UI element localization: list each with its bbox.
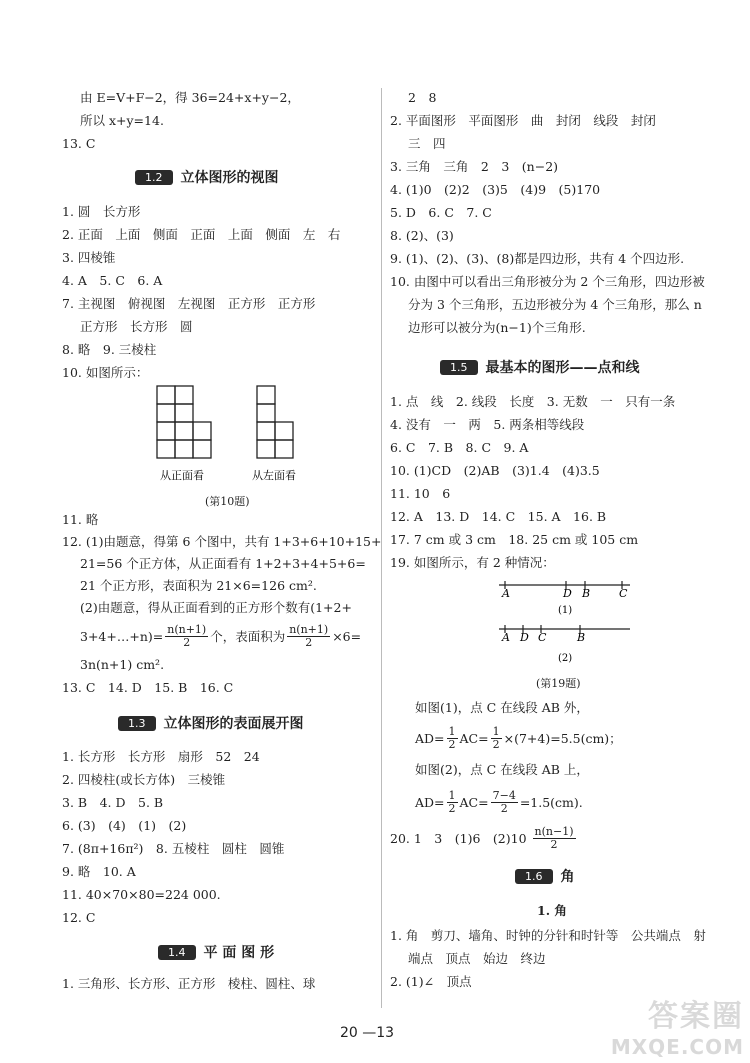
fraction-denominator: 2 <box>305 636 313 649</box>
fraction-numerator: n(n+1) <box>167 623 207 636</box>
fraction <box>165 624 208 649</box>
text-line: 19. 如图所示，有 2 种情况： <box>390 555 555 570</box>
fraction-denominator: 2 <box>448 738 456 751</box>
formula-prefix: 3+4+…+n)= <box>80 628 164 644</box>
text-line: 6. C 7. B 8. C 9. A <box>390 440 529 455</box>
section-header-1-6 <box>515 866 575 886</box>
point-label: C <box>538 631 547 644</box>
text-line: 11. 略 <box>62 512 99 527</box>
formula-text: ×(7+4)=5.5(cm)； <box>503 730 622 746</box>
fraction-denominator: 2 <box>448 802 456 815</box>
section-title: 立体图形的视图 <box>180 170 279 186</box>
text-line: 6. (3) (4) (1) (2) <box>62 818 187 833</box>
point-label: B <box>582 587 591 600</box>
text-line: 5. D 6. C 7. C <box>390 205 492 220</box>
text-line: 13. C <box>62 136 96 151</box>
section-header-1-2 <box>135 167 279 187</box>
text-line: 4. A 5. C 6. A <box>62 273 163 288</box>
formula-text: AD= <box>415 730 445 746</box>
text-line: 2. (1)∠ 顶点 <box>390 974 472 989</box>
formula-text: 20. 1 3 (1)6 (2)10 <box>390 830 527 846</box>
section-title: 平 面 图 形 <box>203 945 275 961</box>
text-line: (2)由题意，得从正面看到的正方形个数有(1+2+ <box>80 600 352 615</box>
point-label: A <box>502 631 510 644</box>
text-line: 10. 由图中可以看出三角形被分为 2 个三角形，四边形被 <box>390 274 705 289</box>
fraction-denominator: 2 <box>500 802 508 815</box>
figure-caption: (第19题) <box>536 677 581 690</box>
text-line: 7. 主视图 俯视图 左视图 正方形 正方形 <box>62 296 316 311</box>
section-title: 角 <box>560 869 575 885</box>
page-number: 20 —13 <box>340 1025 395 1041</box>
subsection-title: 1. 角 <box>537 903 567 918</box>
section-header-1-4 <box>158 942 274 962</box>
formula-line <box>415 790 583 815</box>
fraction-numerator: n(n+1) <box>289 623 329 636</box>
text-line: 3. B 4. D 5. B <box>62 795 164 810</box>
text-line: 10. 如图所示： <box>62 365 149 380</box>
formula-text: AD= <box>415 794 445 810</box>
section-badge: 1.5 <box>440 360 478 375</box>
text-line: 4. (1)0 (2)2 (3)5 (4)9 (5)170 <box>390 182 601 197</box>
fraction <box>491 790 518 815</box>
sub-caption: (2) <box>558 653 573 664</box>
point-label: B <box>577 631 586 644</box>
text-line: 1. 三角形、长方形、正方形 棱柱、圆柱、球 <box>62 976 316 991</box>
fraction <box>533 826 576 851</box>
text-line: 12. C <box>62 910 96 925</box>
section-header-1-5 <box>440 357 640 377</box>
fraction-denominator: 2 <box>550 838 558 851</box>
figure-19-segments <box>495 575 635 670</box>
fraction-numerator: 7−4 <box>492 789 516 802</box>
watermark-logo <box>611 991 744 1059</box>
point-label: D <box>520 631 529 644</box>
section-title: 最基本的图形——点和线 <box>485 360 640 376</box>
figure-10-views <box>150 383 310 485</box>
text-line: 4. 没有 一 两 5. 两条相等线段 <box>390 417 585 432</box>
text-line: 端点 顶点 始边 终边 <box>408 951 546 966</box>
fraction <box>491 726 502 751</box>
section-badge: 1.6 <box>515 869 553 884</box>
text-line: 分为 3 个三角形，五边形被分为 4 个三角形，那么 n <box>408 297 702 312</box>
section-title: 立体图形的表面展开图 <box>163 716 304 732</box>
text-line: 9. 略 10. A <box>62 864 136 879</box>
text-line: 12. A 13. D 14. C 15. A 16. B <box>390 509 607 524</box>
formula-text: =1.5(cm). <box>519 794 583 810</box>
text-line: 8. 略 9. 三棱柱 <box>62 342 157 357</box>
text-line: 17. 7 cm 或 3 cm 18. 25 cm 或 105 cm <box>390 532 639 547</box>
figure-caption: (第10题) <box>205 495 250 508</box>
left-view-label: 从左面看 <box>252 469 296 482</box>
text-line: 1. 点 线 2. 线段 长度 3. 无数 一 只有一条 <box>390 394 676 409</box>
fraction <box>447 726 458 751</box>
section-header-1-3 <box>118 713 304 733</box>
section-badge: 1.3 <box>118 716 156 731</box>
text-line: 1. 角 剪刀、墙角、时钟的分针和时针等 公共端点 射 <box>390 928 706 943</box>
section-badge: 1.2 <box>135 170 173 185</box>
text-line: 如图(2)，点 C 在线段 AB 上， <box>415 762 589 777</box>
watermark-url: MXQE.COM <box>610 1035 744 1059</box>
text-line: 1. 圆 长方形 <box>62 204 141 219</box>
text-line: 21=56 个正方体，从正面看有 1+2+3+4+5+6= <box>80 556 366 571</box>
formula-text: AC= <box>459 730 489 746</box>
text-line: 三 四 <box>408 136 446 151</box>
fraction <box>287 624 330 649</box>
text-line: 11. 40×70×80=224 000. <box>62 887 221 902</box>
point-label: C <box>619 587 628 600</box>
text-line: 12. (1)由题意，得第 6 个图中，共有 1+3+6+10+15+ <box>62 534 382 549</box>
point-label: D <box>563 587 572 600</box>
text-line: 由 E=V+F−2，得 36=24+x+y−2， <box>80 90 300 105</box>
left-view-grid <box>257 386 293 458</box>
text-line: 11. 10 6 <box>390 486 451 501</box>
fraction-numerator: n(n−1) <box>534 825 574 838</box>
text-line: 21 个正方形，表面积为 21×6=126 cm². <box>80 578 317 593</box>
formula-text: 个，表面积为 <box>210 628 286 644</box>
watermark-text: 答案圈 <box>648 999 744 1034</box>
formula-line <box>80 624 361 649</box>
text-line: 2. 平面图形 平面图形 曲 封闭 线段 封闭 <box>390 113 656 128</box>
text-line: 2. 正面 上面 侧面 正面 上面 侧面 左 右 <box>62 227 341 242</box>
section-badge: 1.4 <box>158 945 196 960</box>
front-view-label: 从正面看 <box>160 469 204 482</box>
fraction-denominator: 2 <box>492 738 500 751</box>
text-line: 3. 四棱锥 <box>62 250 116 265</box>
text-line: 13. C 14. D 15. B 16. C <box>62 680 234 695</box>
front-view-grid <box>157 386 211 458</box>
text-line: 2 8 <box>408 90 437 105</box>
text-line: 3n(n+1) cm². <box>80 657 165 672</box>
fraction-denominator: 2 <box>183 636 191 649</box>
text-line: 边形可以被分为(n−1)个三角形. <box>408 320 586 335</box>
text-line: 3. 三角 三角 2 3 (n−2) <box>390 159 559 174</box>
text-line: 9. (1)、(2)、(3)、(8)都是四边形，共有 4 个四边形. <box>390 251 685 266</box>
text-line: 7. (8π+16π²) 8. 五棱柱 圆柱 圆锥 <box>62 841 285 856</box>
formula-line <box>390 826 576 851</box>
text-line: 所以 x+y=14. <box>80 113 164 128</box>
sub-caption: (1) <box>558 605 573 616</box>
text-line: 如图(1)，点 C 在线段 AB 外， <box>415 700 589 715</box>
text-line: 2. 四棱柱(或长方体) 三棱锥 <box>62 772 226 787</box>
formula-text: ×6= <box>332 628 362 644</box>
text-line: 正方形 长方形 圆 <box>80 319 193 334</box>
text-line: 10. (1)CD (2)AB (3)1.4 (4)3.5 <box>390 463 600 478</box>
text-line: 1. 长方形 长方形 扇形 52 24 <box>62 749 260 764</box>
fraction-numerator: 1 <box>448 789 456 802</box>
fraction <box>447 790 458 815</box>
fraction-numerator: 1 <box>448 725 456 738</box>
formula-text: AC= <box>459 794 489 810</box>
formula-line <box>415 726 622 751</box>
fraction-numerator: 1 <box>492 725 500 738</box>
text-line: 8. (2)、(3) <box>390 228 454 243</box>
point-label: A <box>502 587 510 600</box>
